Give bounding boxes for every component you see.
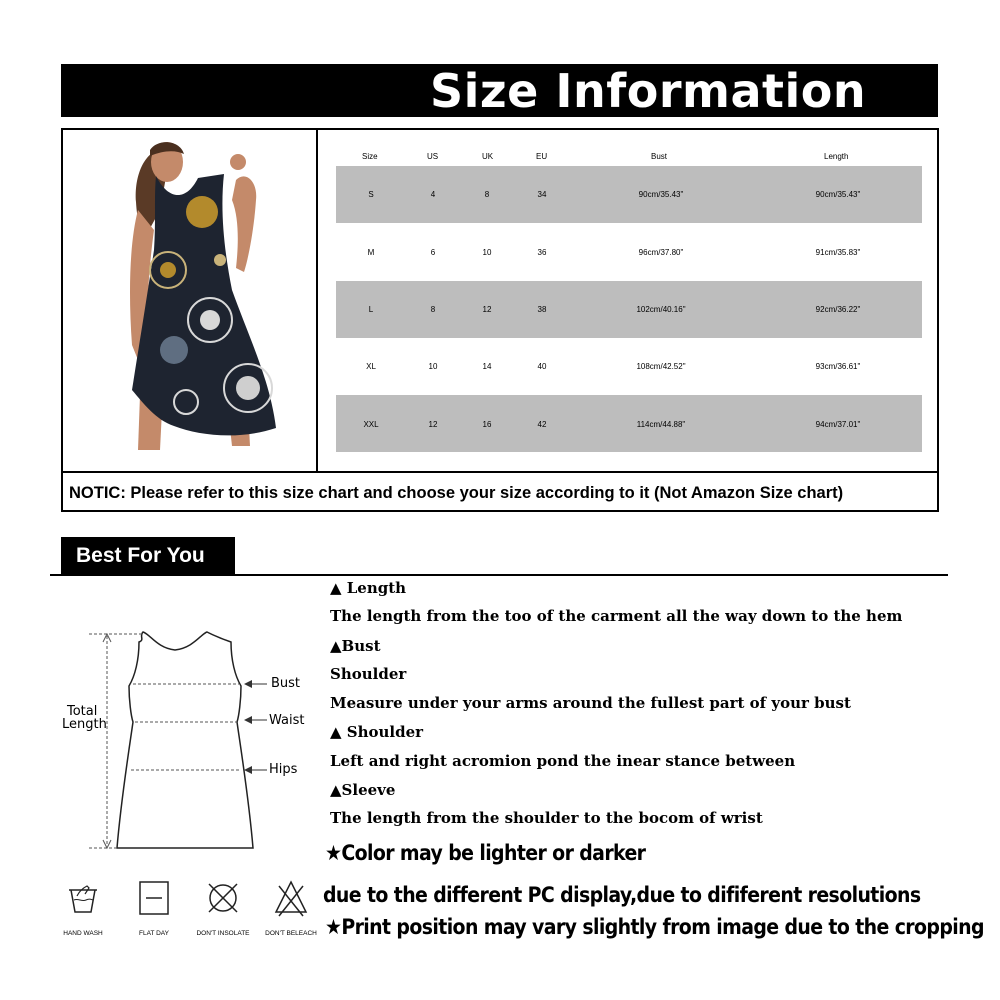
care-label: HAND WASH <box>63 930 103 937</box>
table-cell: 14 <box>482 362 492 371</box>
column-header: Length <box>824 152 849 161</box>
table-cell: XL <box>366 362 376 371</box>
print-note: ★Print position may vary slightly from image due to the cropping <box>325 915 984 939</box>
care-label: FLAT DAY <box>139 930 169 937</box>
hand-wash-icon <box>65 878 101 918</box>
table-cell: 12 <box>482 305 492 314</box>
table-cell: 12 <box>428 420 438 429</box>
bust-label: Bust <box>271 676 301 691</box>
bust-description: Measure under your arms around the fullest part of your bust <box>330 694 851 712</box>
table-cell: 114cm/44.88" <box>636 420 686 429</box>
table-cell: M <box>367 248 375 257</box>
shoulder-heading: ▲ Shoulder <box>330 723 424 741</box>
flat-dry-icon <box>136 878 172 918</box>
color-note: ★Color may be lighter or darker <box>325 841 646 865</box>
length-label: Length <box>62 717 107 732</box>
table-cell: 93cm/36.61" <box>815 362 861 371</box>
bust-heading: ▲Bust <box>330 637 381 655</box>
length-heading: ▲ Length <box>330 579 407 597</box>
shoulder-description: Left and right acromion pond the inear stance between <box>330 752 796 770</box>
table-cell: 102cm/40.16" <box>636 305 686 314</box>
table-cell: L <box>368 305 374 314</box>
table-cell: 8 <box>484 190 490 199</box>
table-cell: 40 <box>537 362 547 371</box>
table-cell: 108cm/42.52" <box>636 362 686 371</box>
column-header: US <box>427 152 439 161</box>
care-label: DON'T INSOLATE <box>196 930 250 937</box>
column-header: Size <box>362 152 378 161</box>
table-cell: 42 <box>537 420 547 429</box>
table-cell: 10 <box>428 362 438 371</box>
table-cell: 10 <box>482 248 492 257</box>
column-header: UK <box>482 152 494 161</box>
measurement-diagram <box>55 620 315 860</box>
table-cell: XXL <box>363 420 379 429</box>
table-cell: 6 <box>430 248 436 257</box>
table-cell: 94cm/37.01" <box>815 420 861 429</box>
divider <box>61 471 939 473</box>
display-note: due to the different PC display,due to dififerent resolutions <box>323 883 921 907</box>
waist-label: Waist <box>269 713 305 728</box>
shoulder-word: Shoulder <box>330 665 407 683</box>
sleeve-description: The length from the shoulder to the bocom of wrist <box>330 809 763 827</box>
dont-bleach-icon <box>273 878 309 918</box>
divider <box>50 574 948 576</box>
section-title: Best For You <box>76 544 205 567</box>
table-cell: 96cm/37.80" <box>638 248 684 257</box>
divider <box>316 128 318 472</box>
table-cell: 90cm/35.43" <box>815 190 861 199</box>
table-cell: 16 <box>482 420 492 429</box>
table-cell: 8 <box>430 305 436 314</box>
table-cell: 36 <box>537 248 547 257</box>
product-photo <box>120 140 290 458</box>
size-notice: NOTIC: Please refer to this size chart and choose your size according to it (Not Amazon Size chart) <box>69 484 844 502</box>
column-header: EU <box>536 152 548 161</box>
table-cell: 92cm/36.22" <box>815 305 861 314</box>
table-cell: 34 <box>537 190 547 199</box>
dress-outline-icon <box>117 632 253 848</box>
table-cell: 90cm/35.43" <box>638 190 684 199</box>
length-description: The length from the too of the carment all the way down to the hem <box>330 607 903 625</box>
page-title: Size Information <box>430 64 867 118</box>
column-header: Bust <box>651 152 668 161</box>
sleeve-heading: ▲Sleeve <box>330 781 396 799</box>
table-cell: 38 <box>537 305 547 314</box>
table-cell: 91cm/35.83" <box>815 248 861 257</box>
table-cell: 4 <box>430 190 436 199</box>
hips-label: Hips <box>269 762 298 777</box>
dont-insolate-icon <box>205 878 241 918</box>
total-label: Total <box>67 704 98 719</box>
table-cell: S <box>368 190 374 199</box>
care-label: DON'T BELEACH <box>265 930 317 937</box>
